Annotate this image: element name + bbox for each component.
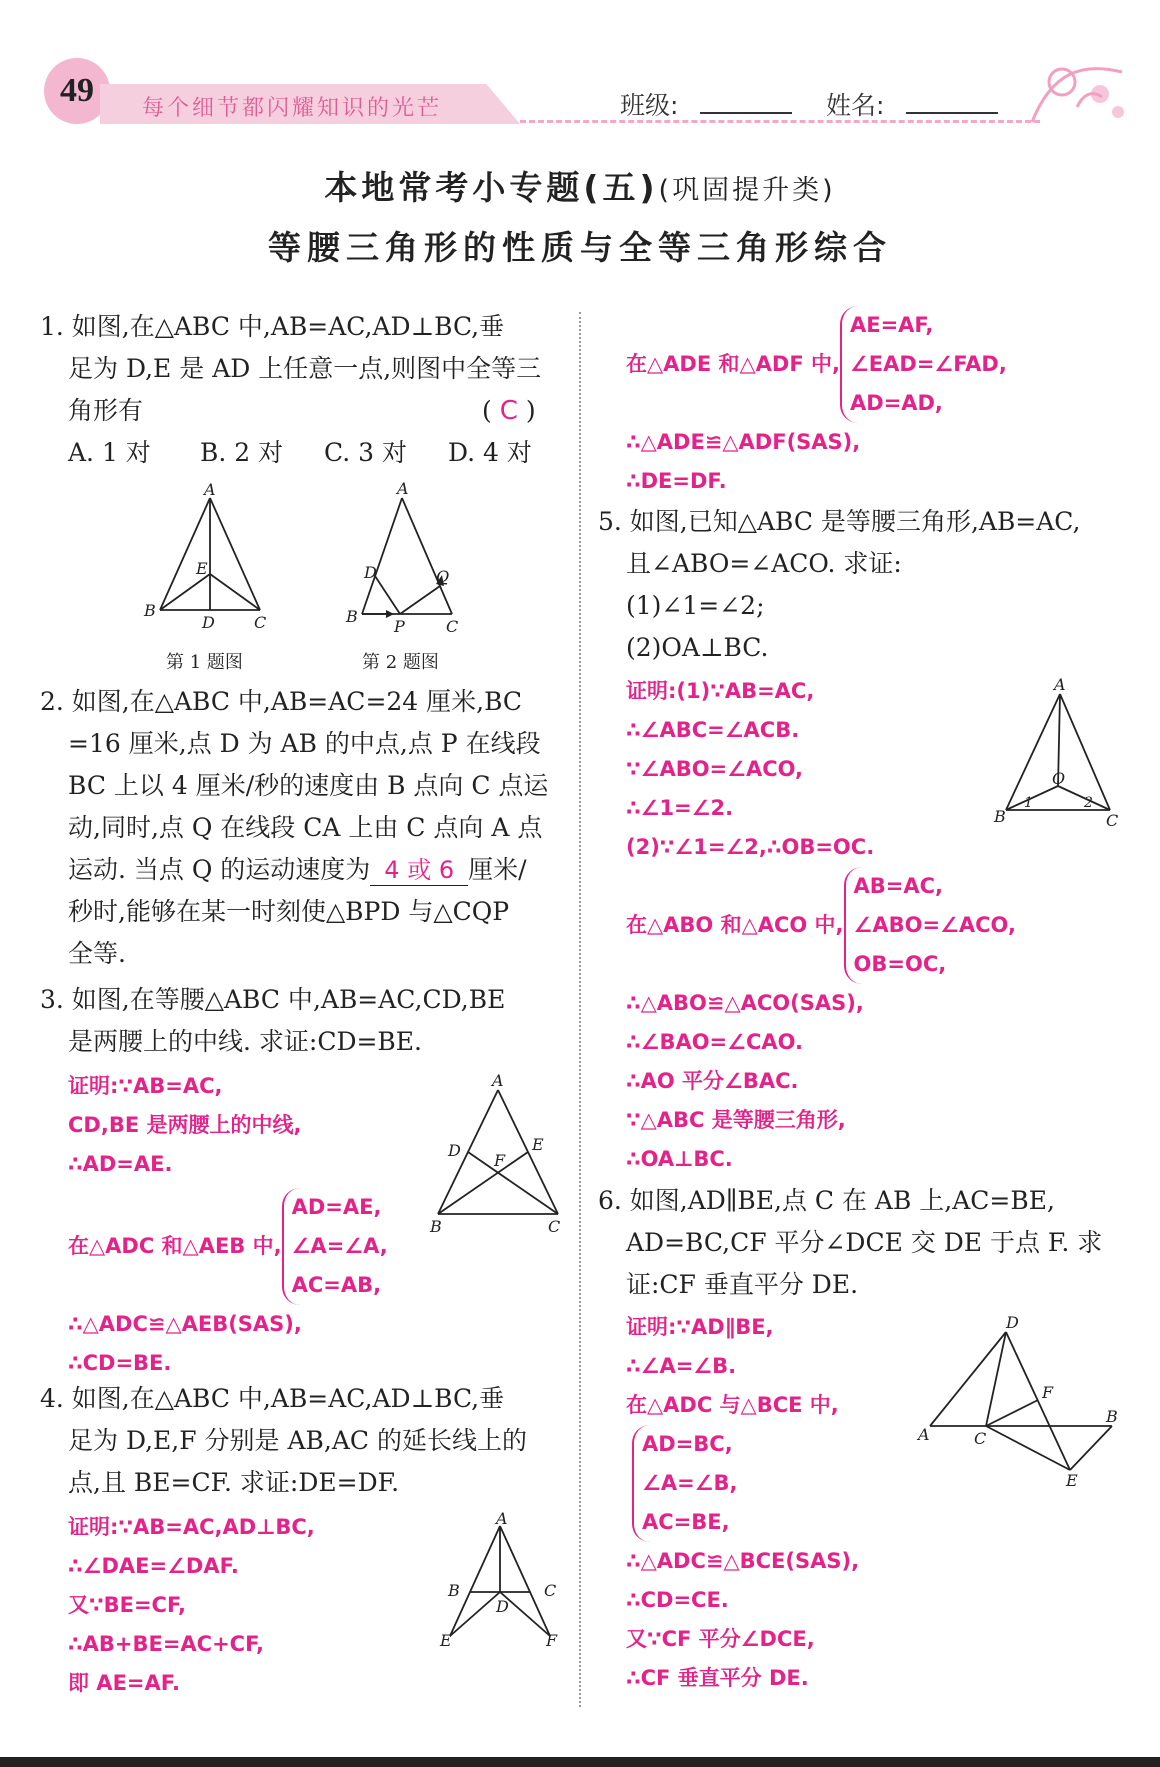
q5-proof-line: ∴∠1=∠2. (626, 796, 734, 820)
f1-label-c: C (254, 613, 267, 632)
question-5 (598, 501, 1138, 669)
f5-label-o: O (1052, 769, 1066, 788)
q4-proof-line: ∴∠DAE=∠DAF. (68, 1554, 239, 1578)
f3-label-b: B (430, 1217, 442, 1236)
q2-line: =16 厘米,点 D 为 AB 的中点,点 P 在线段 (68, 729, 541, 758)
figure-2 (342, 480, 472, 636)
q5-line: (1)∠1=∠2; (626, 591, 765, 620)
f3-label-f: F (494, 1151, 506, 1170)
f4-label-f: F (546, 1631, 558, 1650)
q4-brace (840, 306, 1007, 423)
q2-answer-blank (370, 850, 468, 886)
q2-post: 厘米/ (468, 855, 527, 884)
q1-line: 1. 如图,在△ABC 中,AB=AC,AD⊥BC,垂 (40, 312, 505, 341)
q2-line: 秒时,能够在某一时刻使△BPD 与△CQP (68, 897, 510, 926)
q6-brace-line: AC=BE, (642, 1510, 730, 1534)
q5-conclusion: ∴OA⊥BC. (626, 1147, 733, 1171)
q5-brace-intro: 在△ABO 和△ACO 中, (626, 913, 844, 937)
f6-label-e: E (1066, 1471, 1078, 1490)
page-topic: 等腰三角形的性质与全等三角形综合 (268, 228, 892, 267)
f2-label-a: A (397, 480, 409, 498)
q4-proof-line: ∴AB+BE=AC+CF, (68, 1632, 265, 1656)
q6-brace (632, 1425, 859, 1542)
f5-label-a: A (1054, 676, 1066, 694)
q6-conclusion: ∴△ADC≌△BCE(SAS), (626, 1549, 860, 1573)
q2-answer-line (40, 849, 570, 891)
page-number: 49 (60, 72, 94, 109)
q5-line: (2)OA⊥BC. (626, 633, 769, 662)
header-motto: 每个细节都闪耀知识的光芒 (142, 96, 443, 121)
q3-brace-line: ∠A=∠A, (291, 1234, 388, 1258)
q4-brace-line: AE=AF, (849, 313, 934, 337)
figure-3 (426, 1070, 566, 1236)
q1-answer-paren (482, 390, 536, 432)
q5-brace-line: AB=AC, (853, 874, 944, 898)
q1-option-c: C. 3 对 (324, 438, 407, 467)
q2-line: 全等. (68, 939, 126, 968)
paren-open: ( (482, 396, 492, 425)
f4-label-b: B (448, 1581, 460, 1600)
q6-line: 证:CF 垂直平分 DE. (626, 1270, 859, 1299)
f2-label-c: C (446, 617, 459, 636)
q2-line: 动,同时,点 Q 在线段 CA 上由 C 点向 A 点 (68, 813, 543, 842)
q2-line: BC 上以 4 厘米/秒的速度由 B 点向 C 点运 (68, 771, 549, 800)
q6-brace-line: AD=BC, (642, 1432, 733, 1456)
q6-brace-line: ∠A=∠B, (642, 1471, 738, 1495)
question-4 (40, 1378, 570, 1504)
f3-label-d: D (448, 1141, 461, 1160)
q5-brace (844, 867, 1016, 984)
q4-line: 4. 如图,在△ABC 中,AB=AC,AD⊥BC,垂 (40, 1384, 505, 1413)
q3-line: 是两腰上的中线. 求证:CD=BE. (68, 1027, 423, 1056)
title-sub: (巩固提升类) (658, 175, 836, 206)
header-dashed-line (520, 120, 1040, 123)
f1-label-e: E (196, 559, 208, 578)
column-divider (579, 312, 581, 1707)
f5-label-c: C (1106, 811, 1119, 830)
q1-options (40, 432, 570, 474)
q5-proof-line: (2)∵∠1=∠2,∴OB=OC. (626, 835, 875, 859)
q4-conclusion: ∴DE=DF. (626, 469, 727, 493)
f4-label-e: E (440, 1631, 452, 1650)
f6-label-f: F (1042, 1383, 1054, 1402)
q5-conclusion: ∴△ABO≌△ACO(SAS), (626, 991, 864, 1015)
q1-line: 角形有 (68, 396, 144, 425)
f3-label-c: C (548, 1217, 561, 1236)
f3-label-a: A (492, 1071, 504, 1090)
q4-line: 点,且 BE=CF. 求证:DE=DF. (68, 1468, 400, 1497)
q5-conclusion: ∵△ABC 是等腰三角形, (626, 1108, 846, 1132)
q2-answer: 4 或 6 (384, 856, 455, 884)
page-title (0, 162, 1160, 209)
q2-line: 2. 如图,在△ABC 中,AB=AC=24 厘米,BC (40, 687, 523, 716)
f2-label-q: Q (436, 567, 450, 586)
q3-brace-line: AD=AE, (291, 1195, 382, 1219)
f2-label-d: D (364, 563, 377, 582)
q6-conclusion: ∴CF 垂直平分 DE. (626, 1666, 809, 1690)
q1-answer: C (499, 396, 518, 426)
title-main: 本地常考小专题(五) (324, 168, 659, 207)
question-1 (40, 306, 570, 474)
f6-label-d: D (1006, 1313, 1019, 1332)
q1-line-last (40, 390, 570, 432)
q5-conclusion: ∴AO 平分∠BAC. (626, 1069, 799, 1093)
f1-label-a: A (204, 482, 216, 499)
figure-5 (990, 676, 1120, 830)
q3-proof-line: ∴AD=AE. (68, 1152, 173, 1176)
q4-brace-line: ∠EAD=∠FAD, (849, 352, 1007, 376)
class-field[interactable] (700, 90, 792, 114)
q5-proof-line: 证明:(1)∵AB=AC, (626, 679, 815, 703)
q5-line: 5. 如图,已知△ABC 是等腰三角形,AB=AC, (598, 507, 1081, 536)
f5-label-1: 1 (1024, 795, 1033, 811)
q6-proof-line: 证明:∵AD∥BE, (626, 1315, 774, 1339)
q3-proof (68, 1067, 388, 1383)
f1-label-d: D (202, 613, 215, 632)
q3-brace-line: AC=AB, (291, 1273, 382, 1297)
q4-conclusion: ∴△ADE≌△ADF(SAS), (626, 430, 861, 454)
q3-line: 3. 如图,在等腰△ABC 中,AB=AC,CD,BE (40, 985, 506, 1014)
q6-proof (626, 1308, 859, 1698)
bottom-edge (0, 1757, 1160, 1767)
f4-label-d: D (496, 1597, 509, 1616)
q4-proof-continued (626, 306, 1007, 501)
q5-brace-line: ∠ABO=∠ACO, (853, 913, 1016, 937)
q4-brace-intro: 在△ADE 和△ADF 中, (626, 352, 840, 376)
q3-conclusion: ∴△ADC≌△AEB(SAS), (68, 1312, 302, 1336)
f5-label-2: 2 (1084, 795, 1093, 811)
question-3 (40, 979, 570, 1063)
f4-label-a: A (496, 1512, 508, 1528)
q3-proof-line: 证明:∵AB=AC, (68, 1074, 223, 1098)
q6-conclusion: ∴CD=CE. (626, 1588, 729, 1612)
figure-4 (434, 1512, 564, 1652)
f6-label-b: B (1106, 1407, 1118, 1426)
paren-close: ) (525, 396, 536, 425)
f1-label-b: B (144, 601, 156, 620)
q3-brace (282, 1188, 388, 1305)
q5-proof (626, 672, 1016, 1179)
q3-brace-block (68, 1188, 388, 1305)
q6-line: AD=BC,CF 平分∠DCE 交 DE 于点 F. 求 (626, 1228, 1103, 1257)
q5-proof-line: ∵∠ABO=∠ACO, (626, 757, 804, 781)
f6-label-c: C (974, 1429, 987, 1448)
name-label: 姓名: (826, 91, 885, 120)
q1-line: 足为 D,E 是 AD 上任意一点,则图中全等三 (68, 354, 542, 383)
q4-proof-line: 即 AE=AF. (68, 1671, 180, 1695)
figure-1 (140, 482, 270, 634)
q5-brace-line: OB=OC, (853, 952, 947, 976)
q6-proof-line: 在△ADC 与△BCE 中, (626, 1393, 839, 1417)
f2-label-b: B (346, 607, 358, 626)
q6-conclusion: 又∵CF 平分∠DCE, (626, 1627, 815, 1651)
f4-label-c: C (544, 1581, 557, 1600)
q5-proof-line: ∴∠ABC=∠ACB. (626, 718, 800, 742)
f3-label-e: E (532, 1135, 544, 1154)
class-label: 班级: (620, 91, 679, 120)
q5-conclusion: ∴∠BAO=∠CAO. (626, 1030, 804, 1054)
f2-label-p: P (394, 617, 405, 636)
q3-proof-line: CD,BE 是两腰上的中线, (68, 1113, 302, 1137)
question-2 (40, 681, 570, 975)
q1-option-a: A. 1 对 (68, 438, 151, 467)
q6-line: 6. 如图,AD∥BE,点 C 在 AB 上,AC=BE, (598, 1186, 1055, 1215)
q4-proof-line: 又∵BE=CF, (68, 1593, 186, 1617)
q4-brace-line: AD=AD, (849, 391, 943, 415)
q1-option-b: B. 2 对 (200, 438, 284, 467)
q1-option-d: D. 4 对 (448, 438, 532, 467)
f6-label-a: A (918, 1425, 930, 1444)
q4-line: 足为 D,E,F 分别是 AB,AC 的延长线上的 (68, 1426, 527, 1455)
q5-line: 且∠ABO=∠ACO. 求证: (626, 549, 902, 578)
fig2-caption: 第 2 题图 (362, 652, 439, 673)
q4-proof-line: 证明:∵AB=AC,AD⊥BC, (68, 1515, 315, 1539)
q6-proof-line: ∴∠A=∠B. (626, 1354, 737, 1378)
fig1-caption: 第 1 题图 (166, 652, 243, 673)
flower-ornament-icon (1022, 52, 1132, 130)
q3-conclusion: ∴CD=BE. (68, 1351, 172, 1375)
q5-brace-block (626, 867, 1016, 984)
q4-proof (68, 1508, 315, 1703)
figure-6 (916, 1310, 1126, 1490)
q3-brace-intro: 在△ADC 和△AEB 中, (68, 1234, 282, 1258)
question-6 (598, 1180, 1138, 1306)
f5-label-b: B (994, 807, 1006, 826)
name-field[interactable] (906, 90, 998, 114)
q2-pre: 运动. 当点 Q 的运动速度为 (68, 855, 371, 884)
q4-brace-block (626, 306, 1007, 423)
